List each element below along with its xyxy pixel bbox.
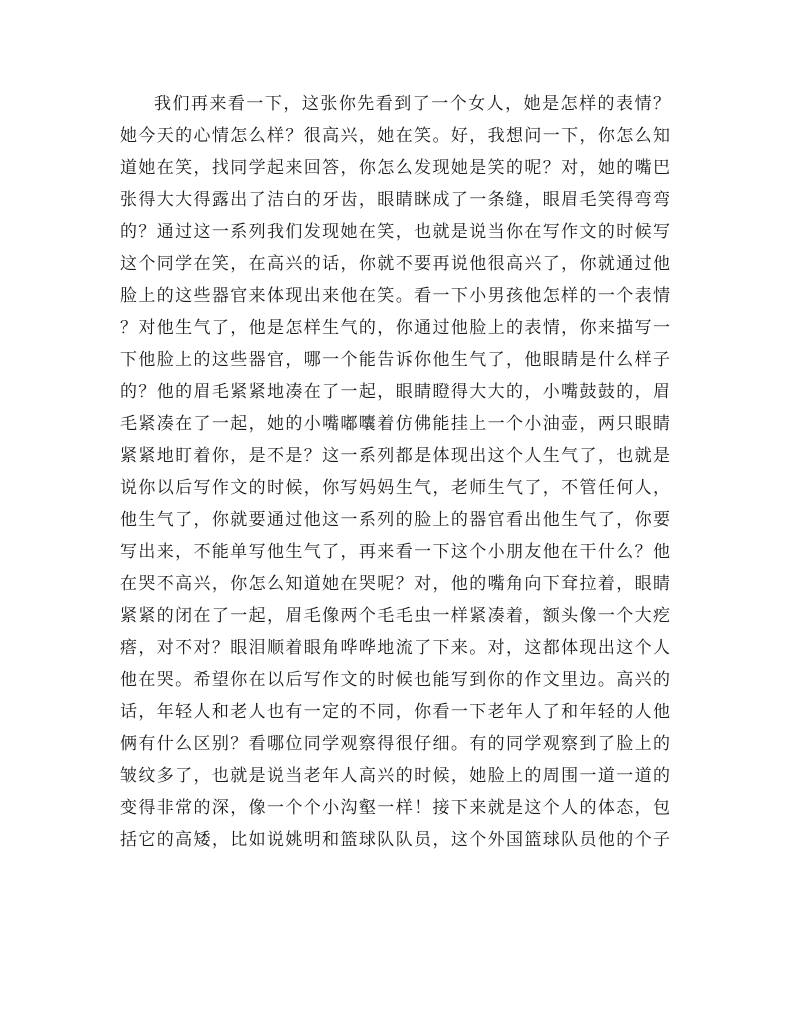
- text-line: 说你以后写作文的时候，你写妈妈生气，老师生气了，不管任何人，: [120, 478, 670, 498]
- text-line: 下他脸上的这些器官，哪一个能告诉你他生气了，他眼睛是什么样子: [120, 350, 670, 370]
- text-line: 脸上的这些器官来体现出来他在笑。看一下小男孩他怎样的一个表情: [120, 286, 670, 306]
- text-line: 我们再来看一下，这张你先看到了一个女人，她是怎样的表情？: [154, 94, 670, 114]
- text-line: 毛紧凑在了一起，她的小嘴嘟囔着仿佛能挂上一个小油壶，两只眼睛: [120, 414, 670, 434]
- text-line: 变得非常的深，像一个个小沟壑一样！接下来就是这个人的体态，包: [120, 798, 670, 818]
- body-paragraph: [120, 88, 670, 856]
- text-line: 在哭不高兴，你怎么知道她在哭呢？对，他的嘴角向下耷拉着，眼睛: [120, 574, 670, 594]
- text-line: 道她在笑，找同学起来回答，你怎么发现她是笑的呢？对，她的嘴巴: [120, 158, 670, 178]
- text-line: 话，年轻人和老人也有一定的不同，你看一下老年人了和年轻的人他: [120, 702, 670, 722]
- text-line: 这个同学在笑，在高兴的话，你就不要再说他很高兴了，你就通过他: [120, 254, 670, 274]
- text-line: 俩有什么区别？看哪位同学观察得很仔细。有的同学观察到了脸上的: [120, 734, 670, 754]
- text-line: 的？他的眉毛紧紧地凑在了一起，眼睛瞪得大大的，小嘴鼓鼓的，眉: [120, 382, 670, 402]
- text-line: 紧紧地盯着你，是不是？这一系列都是体现出这个人生气了，也就是: [120, 446, 670, 466]
- text-line: 他生气了，你就要通过他这一系列的脸上的器官看出他生气了，你要: [120, 510, 670, 530]
- text-line: ？对他生气了，他是怎样生气的，你通过他脸上的表情，你来描写一: [120, 318, 670, 338]
- text-line: 括它的高矮，比如说姚明和篮球队队员，这个外国篮球队员他的个子: [120, 830, 670, 850]
- text-line: 皱纹多了，也就是说当老年人高兴的时候，她脸上的周围一道一道的: [120, 766, 670, 786]
- text-line: 他在哭。希望你在以后写作文的时候也能写到你的作文里边。高兴的: [120, 670, 670, 690]
- text-line: 她今天的心情怎么样？很高兴，她在笑。好，我想问一下，你怎么知: [120, 126, 670, 146]
- text-line: 写出来，不能单写他生气了，再来看一下这个小朋友他在干什么？他: [120, 542, 670, 562]
- text-line: 瘩，对不对？眼泪顺着眼角哗哗地流了下来。对，这都体现出这个人: [120, 638, 670, 658]
- text-line: 紧紧的闭在了一起，眉毛像两个毛毛虫一样紧凑着，额头像一个大疙: [120, 606, 670, 626]
- text-line: 的？通过这一系列我们发现她在笑，也就是说当你在写作文的时候写: [120, 222, 670, 242]
- text-line: 张得大大得露出了洁白的牙齿，眼睛眯成了一条缝，眼眉毛笑得弯弯: [120, 190, 670, 210]
